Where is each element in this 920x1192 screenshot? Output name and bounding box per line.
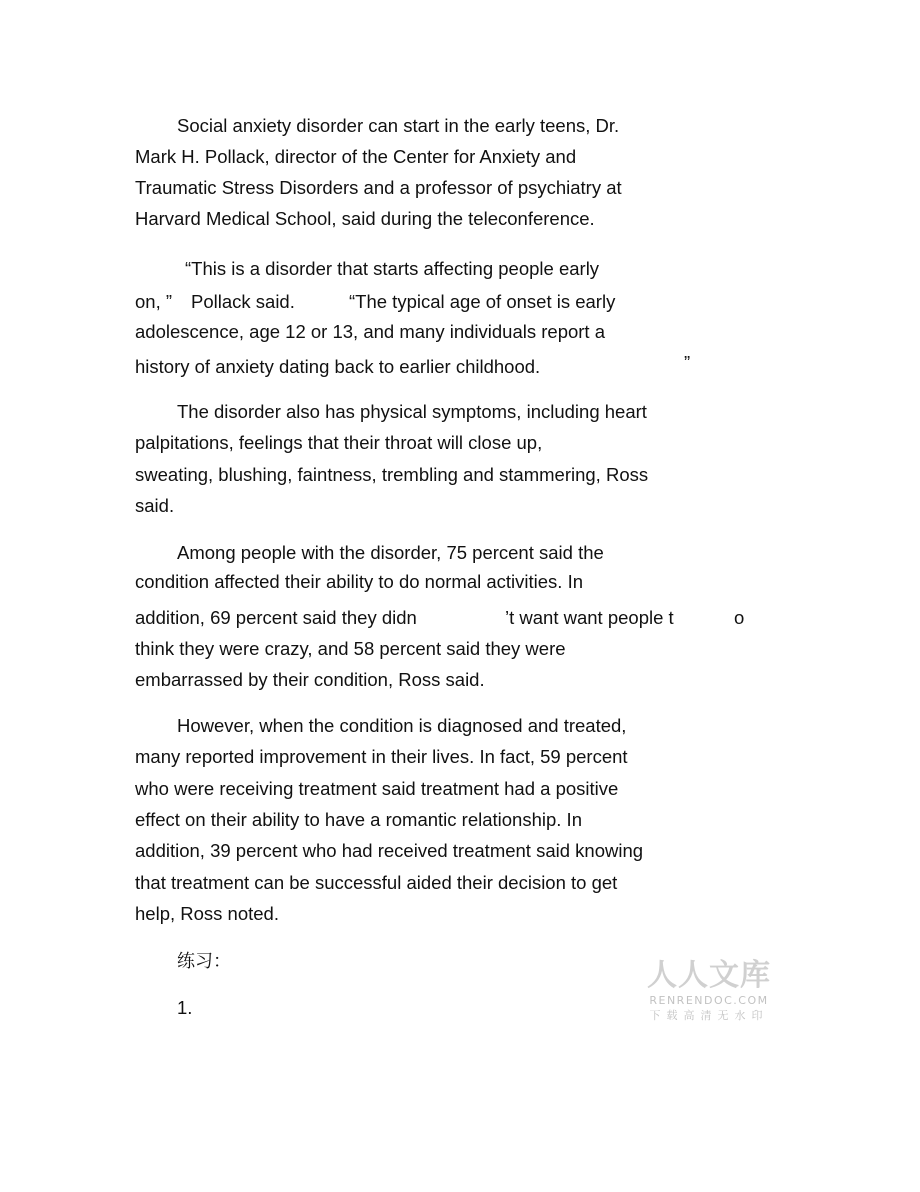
text-fragment: history of anxiety dating back to earlier childhood.: [135, 356, 541, 377]
text-line: said.: [135, 495, 175, 516]
text-line: Social anxiety disorder can start in the early teens, Dr.: [177, 115, 620, 136]
text-line: Traumatic Stress Disorders and a professor of psychiatry at: [135, 177, 622, 198]
watermark-logo: 人人文库: [647, 958, 771, 993]
text-fragment: addition, 69 percent said they didn: [135, 607, 417, 628]
watermark-domain: RENRENDOC.COM: [649, 994, 769, 1007]
text-line: However, when the condition is diagnosed and treated,: [177, 715, 627, 736]
text-line: that treatment can be successful aided their decision to get: [135, 872, 618, 893]
text-fragment: o: [734, 607, 745, 628]
text-line: Harvard Medical School, said during the teleconference.: [135, 208, 595, 229]
text-line: who were receiving treatment said treatment had a positive: [135, 778, 619, 799]
text-line: adolescence, age 12 or 13, and many individuals report a: [135, 321, 605, 342]
closing-quote: ”: [684, 352, 691, 373]
text-line: “This is a disorder that starts affecting people early: [185, 258, 600, 279]
text-fragment: ’t want want people t: [505, 607, 674, 628]
text-line: The disorder also has physical symptoms, including heart: [177, 401, 647, 422]
text-line: effect on their ability to have a romantic relationship. In: [135, 809, 582, 830]
text-line: Among people with the disorder, 75 percent said the: [177, 542, 604, 563]
text-line: addition, 39 percent who had received treatment said knowing: [135, 840, 644, 861]
exercise-heading: 练习：: [177, 951, 231, 972]
exercise-item-1: 1.: [177, 997, 193, 1018]
text-fragment: on, ”: [135, 291, 173, 312]
text-line: Mark H. Pollack, director of the Center for Anxiety and: [135, 146, 577, 167]
text-line: palpitations, feelings that their throat will close up,: [135, 432, 543, 453]
text-line: condition affected their ability to do normal activities. In: [135, 571, 584, 592]
text-line: think they were crazy, and 58 percent said they were: [135, 638, 566, 659]
text-line: many reported improvement in their lives. In fact, 59 percent: [135, 746, 628, 767]
watermark-tagline: 下载高清无水印: [649, 1009, 769, 1022]
text-line: help, Ross noted.: [135, 903, 279, 924]
text-fragment: “The typical age of onset is early: [349, 291, 616, 312]
text-line: sweating, blushing, faintness, trembling and stammering, Ross: [135, 464, 649, 485]
watermark: [646, 958, 772, 1023]
text-fragment: Pollack said.: [191, 291, 295, 312]
text-line: embarrassed by their condition, Ross said.: [135, 669, 485, 690]
